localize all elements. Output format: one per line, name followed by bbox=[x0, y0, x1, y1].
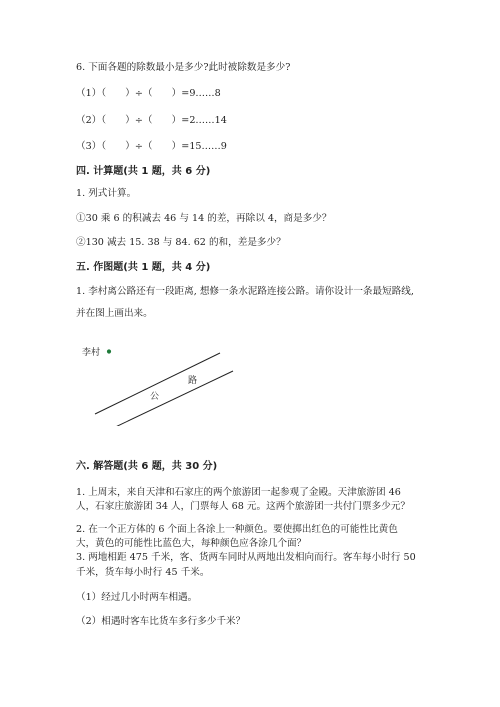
village-dot bbox=[107, 349, 111, 353]
section-6-question-2-line-1: 2. 在一个正方体的 6 个面上各涂上一种颜色。要使掷出红色的可能性比黄色 bbox=[76, 524, 398, 535]
question-6-title: 6. 下面各题的除数最小是多少?此时被除数是多少? bbox=[76, 62, 291, 73]
section-6-question-3-sub-1: （1）经过几小时两车相遇。 bbox=[76, 592, 198, 603]
section-6-heading: 六. 解答题(共 6 题，共 30 分) bbox=[76, 461, 218, 472]
road-label-char-2: 公 bbox=[150, 392, 160, 402]
road-label-char-1: 路 bbox=[188, 376, 198, 386]
question-6-row-1: （1）（ ）÷（ ）=9……8 bbox=[76, 88, 221, 99]
section-6-question-3-line-2: 千米，货车每小时行 45 千米。 bbox=[76, 567, 210, 578]
section-5-question-line-2: 并在图上画出来。 bbox=[76, 308, 153, 319]
section-6-question-1-line-1: 1. 上周末，来自天津和石家庄的两个旅游团一起参观了金殿。天津旅游团 46 bbox=[76, 487, 401, 498]
village-label: 李村 bbox=[82, 348, 101, 358]
question-6-row-2: （2）（ ）÷（ ）=2……14 bbox=[76, 115, 227, 126]
section-4-item-1: ①30 乘 6 的积减去 46 与 14 的差，再除以 4，商是多少？ bbox=[76, 213, 332, 224]
section-5-question-line-1: 1. 李村离公路还有一段距离, 想修一条水泥路连接公路。请你设计一条最短路线, bbox=[76, 286, 414, 297]
section-6-question-2-line-2: 大，黄色的可能性比蓝色大，每种颜色应各涂几个面？ bbox=[76, 538, 307, 549]
road-figure bbox=[76, 336, 256, 426]
section-6-question-3-sub-2: （2）相遇时客车比货车多行多少千米？ bbox=[76, 616, 246, 627]
section-4-heading: 四. 计算题(共 1 题，共 6 分) bbox=[76, 166, 211, 177]
section-6-question-3-line-1: 3. 两地相距 475 千米，客、货两车同时从两地出发相向而行。客车每小时行 50 bbox=[76, 552, 416, 563]
question-6-row-3: （3）（ ）÷（ ）=15……9 bbox=[76, 141, 227, 152]
section-5-heading: 五. 作图题(共 1 题，共 4 分) bbox=[76, 262, 211, 273]
section-4-question-1: 1. 列式计算。 bbox=[76, 188, 137, 199]
section-6-question-1-line-2: 人，石家庄旅游团 34 人，门票每人 68 元。这两个旅游团一共付门票多少元？ bbox=[76, 501, 411, 512]
section-4-item-2: ②130 减去 15. 38 与 84. 62 的和，差是多少？ bbox=[76, 237, 286, 248]
road-edge-upper bbox=[95, 353, 220, 414]
